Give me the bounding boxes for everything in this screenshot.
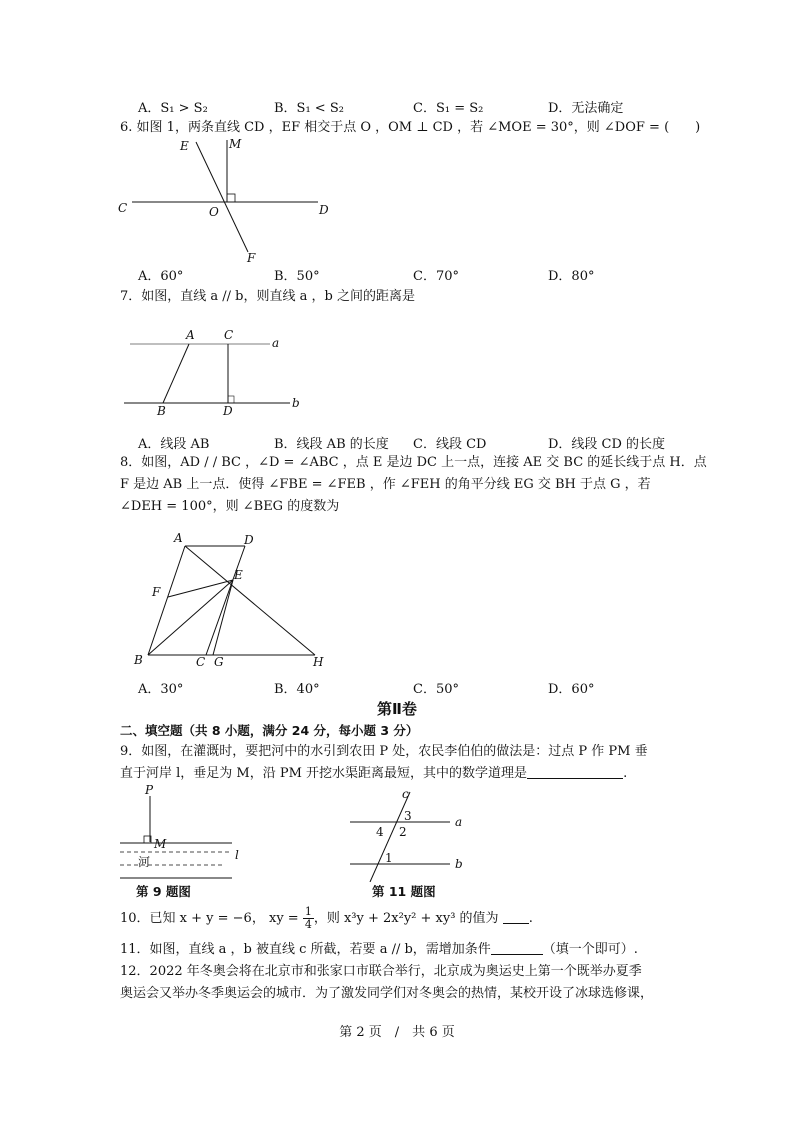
right-angle-mark (228, 396, 234, 403)
segment-ab (163, 344, 189, 403)
q12-line1: 12．2022 年冬奥会将在北京市和张家口市联合举行，北京成为奥运史上第一个既举办夏季 (120, 964, 642, 979)
label-river: 河 (138, 855, 151, 869)
q8-stem-line1: 8．如图，AD / / BC ，∠D = ∠ABC ，点 E 是边 DC 上一点，连接 AE 交 BC 的延长线于点 H．点 (120, 455, 707, 470)
right-angle-mark (227, 194, 235, 202)
q7-stem: 7．如图，直线 a // b，则直线 a ，b 之间的距离是 (120, 289, 415, 304)
q7-figure (120, 328, 310, 420)
label-o: O (209, 205, 219, 219)
q9-figure (114, 782, 254, 882)
q10-fraction (303, 906, 314, 931)
label-p: P (145, 783, 154, 797)
line-ef (196, 142, 248, 252)
angle-label-4: 4 (376, 825, 384, 839)
label-f: F (152, 585, 161, 599)
q7-option-d: D．线段 CD 的长度 (548, 437, 666, 452)
label-b-line: b (292, 396, 300, 410)
label-e: E (180, 139, 189, 153)
label-c-point: C (224, 328, 234, 342)
segment-dc (206, 546, 245, 655)
q7-option-b: B．线段 AB 的长度 (274, 437, 389, 452)
label-a-point: A (186, 328, 195, 342)
label-b-point: B (157, 404, 166, 418)
q11-stem (120, 940, 638, 959)
label-b: b (455, 857, 463, 871)
label-d-point: D (223, 404, 233, 418)
q10-fraction-denominator: 4 (304, 918, 312, 931)
q11-end: （填一个即可）. (542, 942, 638, 957)
q10-fraction-numerator: 1 (304, 905, 312, 918)
q7-option-c: C．线段 CD (413, 437, 487, 452)
q10-stem (120, 906, 533, 932)
q5-option-b: B．S₁ < S₂ (274, 101, 344, 116)
label-a-line: a (272, 336, 280, 350)
q6-option-b: B．50° (274, 269, 320, 284)
q10-prefix: 10．已知 x + y = −6， (120, 911, 265, 926)
section2-heading: 二、填空题（共 8 小题，满分 24 分，每小题 3 分） (120, 723, 419, 738)
q9-stem-line2 (120, 764, 627, 783)
q9-stem-line1: 9．如图，在灌溉时，要把河中的水引到农田 P 处，农民李伯伯的做法是：过点 P 作 PM 垂 (120, 744, 648, 759)
q11-answer-blank[interactable] (491, 941, 543, 955)
q10-suffix: ，则 x³y + 2x²y² + xy³ 的值为 (313, 911, 499, 926)
q9-stem-end: . (623, 766, 628, 781)
label-l: l (235, 848, 239, 862)
q8-figure (130, 530, 340, 670)
segment-ah (185, 546, 315, 655)
q11-figure (340, 786, 480, 882)
q5-option-c: C．S₁ = S₂ (413, 101, 484, 116)
label-e: E (234, 568, 243, 582)
q10-xy-eq: xy = (268, 911, 299, 926)
q8-stem-line3: ∠DEH = 100°，则 ∠BEG 的度数为 (120, 499, 340, 514)
angle-label-2: 2 (399, 825, 407, 839)
q8-option-d: D．60° (548, 682, 595, 697)
q8-option-b: B．40° (274, 682, 320, 697)
label-c: C (196, 655, 206, 669)
q9-answer-blank[interactable] (527, 765, 623, 779)
page-footer: 第 2 页 / 共 6 页 (339, 1025, 455, 1040)
q10-answer-blank[interactable] (503, 910, 529, 924)
q6-figure (110, 136, 350, 266)
q8-stem-line2: F 是边 AB 上一点．使得 ∠FBE = ∠FEB ，作 ∠FEH 的角平分线 EG 交 BH 于点 G ，若 (120, 477, 651, 492)
label-a: a (455, 815, 463, 829)
label-m: M (154, 837, 167, 851)
label-h: H (313, 655, 324, 669)
q8-option-a: A．30° (138, 682, 184, 697)
label-f: F (247, 251, 256, 265)
angle-label-1: 1 (385, 851, 393, 865)
label-b: B (134, 653, 143, 667)
q6-option-a: A．60° (138, 269, 184, 284)
q11-text: 11．如图，直线 a ，b 被直线 c 所截，若要 a // b，需增加条件 (120, 942, 491, 957)
label-d: D (244, 533, 254, 547)
angle-label-3: 3 (404, 809, 412, 823)
label-c: c (402, 787, 409, 801)
label-m: M (229, 137, 242, 151)
label-a: A (174, 531, 183, 545)
section-title: 第Ⅱ卷 (377, 700, 417, 718)
q9-stem-text: 直于河岸 l，垂足为 M，沿 PM 开挖水渠距离最短，其中的数学道理是 (120, 766, 528, 781)
q11-figure-caption: 第 11 题图 (372, 884, 436, 899)
label-c: C (118, 201, 128, 215)
q6-option-c: C．70° (413, 269, 459, 284)
segment-eg (213, 580, 233, 655)
q12-line2: 奥运会又举办冬季奥运会的城市．为了激发同学们对冬奥会的热情，某校开设了冰球选修课， (120, 986, 654, 1001)
q8-option-c: C．50° (413, 682, 459, 697)
q10-end: . (528, 911, 533, 926)
q6-option-d: D．80° (548, 269, 595, 284)
label-g: G (214, 655, 224, 669)
q6-stem: 6. 如图 1，两条直线 CD ，EF 相交于点 O ，OM ⊥ CD ，若 ∠MOE = 30°，则 ∠DOF = ( ) (120, 120, 701, 135)
label-d: D (319, 203, 329, 217)
q9-figure-caption: 第 9 题图 (136, 884, 191, 899)
q5-option-a: A．S₁ > S₂ (138, 101, 208, 116)
q5-option-d: D．无法确定 (548, 101, 624, 116)
q7-option-a: A．线段 AB (138, 437, 210, 452)
